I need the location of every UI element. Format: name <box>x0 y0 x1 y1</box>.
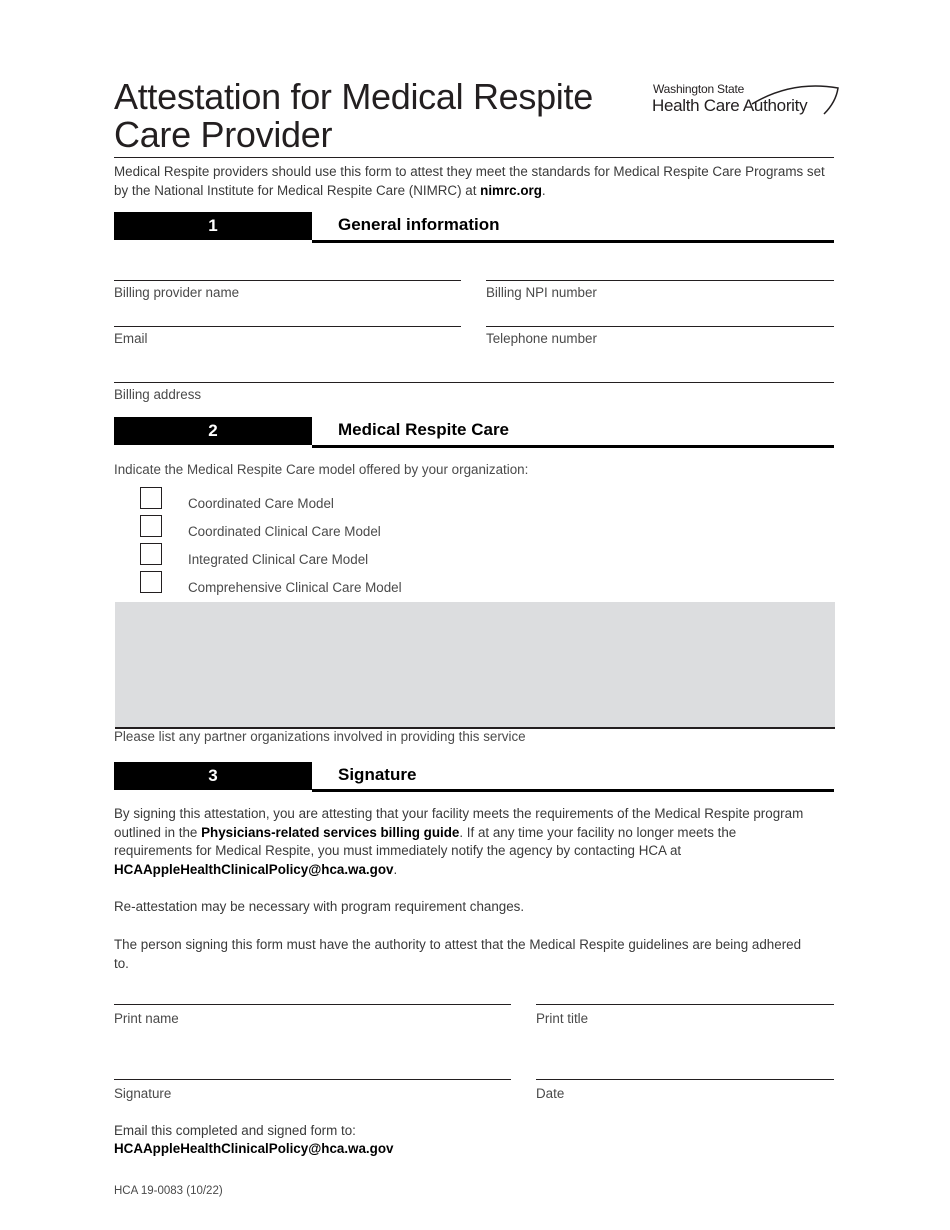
section-3-title: Signature <box>338 765 417 784</box>
section-2-title: Medical Respite Care <box>338 420 510 439</box>
section-1-title: General information <box>338 215 500 234</box>
section-3-number: 3 <box>114 762 312 790</box>
section-2-rule <box>312 445 834 448</box>
print-title-input[interactable] <box>536 1004 834 1005</box>
logo-agency-text: Health Care Authority <box>652 96 808 115</box>
section-1-rule <box>312 240 834 243</box>
billing-npi-label: Billing NPI number <box>486 285 597 300</box>
page-title <box>114 78 634 154</box>
title-line-2: Care Provider <box>114 114 333 155</box>
date-label: Date <box>536 1086 565 1101</box>
intro-end: . <box>541 183 546 198</box>
option-label: Comprehensive Clinical Care Model <box>188 580 402 595</box>
title-line-1: Attestation for Medical Respite <box>114 76 593 117</box>
checkbox-comprehensive-clinical-care[interactable] <box>140 571 162 593</box>
telephone-label: Telephone number <box>486 331 597 346</box>
para1-end: . <box>393 861 398 877</box>
email-input[interactable] <box>114 326 461 327</box>
checkbox-coordinated-care[interactable] <box>140 487 162 509</box>
nimrc-link[interactable]: nimrc.org <box>480 183 542 198</box>
para1-b: . If at any time your facility no longer meets the requirements for Medical Respite, you must immediately notify the agency by contacting HCA at <box>114 824 737 858</box>
print-title-label: Print title <box>536 1011 589 1026</box>
section-1-number: 1 <box>114 212 312 240</box>
hca-logo <box>652 82 842 122</box>
date-input[interactable] <box>536 1079 834 1080</box>
section-3-rule <box>312 789 834 792</box>
form-id: HCA 19-0083 (10/22) <box>114 1185 223 1197</box>
attestation-paragraph <box>114 805 804 879</box>
partner-organizations-label: Please list any partner organizations involved in providing this service <box>114 729 526 744</box>
option-label: Coordinated Care Model <box>188 496 334 511</box>
partner-organizations-textarea[interactable] <box>115 602 835 729</box>
option-label: Integrated Clinical Care Model <box>188 552 369 567</box>
signature-input[interactable] <box>114 1079 511 1080</box>
billing-provider-name-input[interactable] <box>114 280 461 281</box>
billing-npi-input[interactable] <box>486 280 834 281</box>
checkbox-integrated-clinical-care[interactable] <box>140 543 162 565</box>
contact-email-link[interactable]: HCAAppleHealthClinicalPolicy@hca.wa.gov <box>114 861 394 877</box>
section-2-number: 2 <box>114 417 312 445</box>
print-name-label: Print name <box>114 1011 179 1026</box>
reattestation-paragraph: Re-attestation may be necessary with program requirement changes. <box>114 899 525 914</box>
billing-address-label: Billing address <box>114 387 202 402</box>
logo-state-text: Washington State <box>653 82 745 96</box>
email-label: Email <box>114 331 148 346</box>
authority-paragraph: The person signing this form must have the authority to attest that the Medical Respite guidelines are being adhered to. <box>114 937 802 971</box>
email-instruction: Email this completed and signed form to: <box>114 1123 356 1138</box>
intro-body: Medical Respite providers should use this form to attest they meet the standards for Medical Respite Care Programs set by the National Institute for Medical Respite Care (NIMRC) at <box>114 164 825 198</box>
model-prompt: Indicate the Medical Respite Care model offered by your organization: <box>114 462 529 477</box>
signature-label: Signature <box>114 1086 172 1101</box>
title-divider <box>114 157 834 158</box>
logo-swoosh-icon <box>652 82 842 122</box>
submission-email-link[interactable]: HCAAppleHealthClinicalPolicy@hca.wa.gov <box>114 1141 394 1156</box>
billing-guide-link[interactable]: Physicians-related services billing guide <box>201 824 460 840</box>
option-label: Coordinated Clinical Care Model <box>188 524 381 539</box>
intro-text <box>114 162 834 200</box>
billing-provider-name-label: Billing provider name <box>114 285 240 300</box>
print-name-input[interactable] <box>114 1004 511 1005</box>
billing-address-input[interactable] <box>114 382 834 383</box>
checkbox-coordinated-clinical-care[interactable] <box>140 515 162 537</box>
telephone-input[interactable] <box>486 326 834 327</box>
para1-a: By signing this attestation, you are attesting that your facility meets the requirements of the Medical Respite program outlined in the <box>114 806 804 840</box>
